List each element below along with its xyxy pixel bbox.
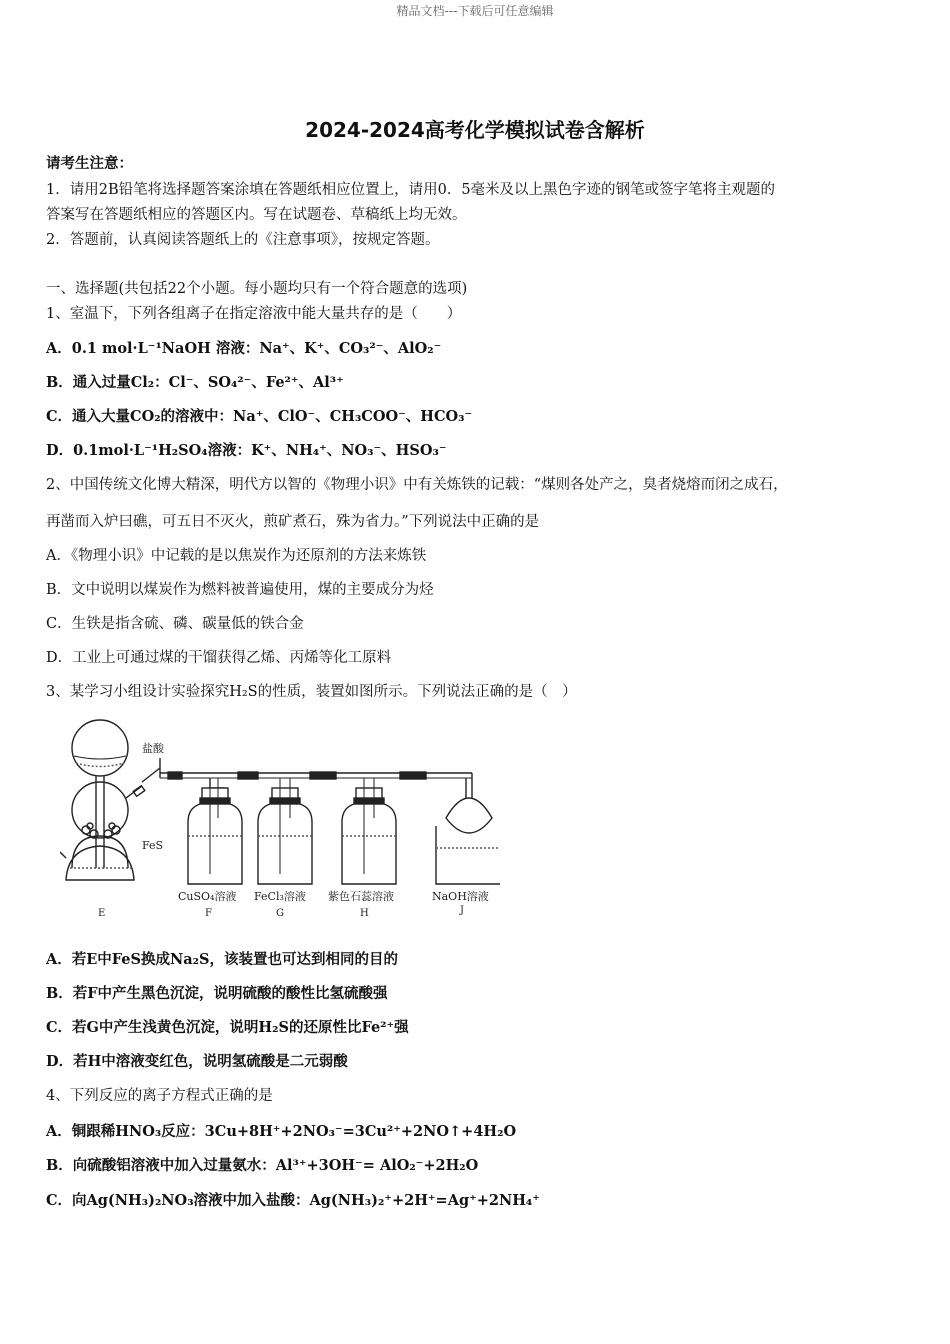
label-j-solution: NaOH溶液	[432, 890, 489, 903]
beaker-j	[436, 773, 500, 884]
label-f-solution: CuSO₄溶液	[178, 890, 237, 903]
q1-stem: 1、室温下，下列各组离子在指定溶液中能大量共存的是（ ）	[46, 306, 462, 322]
page-title: 2024-2024高考化学模拟试卷含解析	[305, 118, 645, 142]
label-e: E	[98, 908, 106, 919]
notice-heading: 请考生注意：	[46, 155, 133, 172]
q3-option-d: D．若H中溶液变红色，说明氢硫酸是二元弱酸	[46, 1053, 348, 1070]
q2-stem-line-2: 再凿而入炉曰礁，可五日不灭火，煎矿煮石，殊为省力。”下列说法中正确的是	[46, 514, 540, 530]
q4-option-c: C．向Ag(NH₃)₂NO₃溶液中加入盐酸：Ag(NH₃)₂⁺+2H⁺=Ag⁺+2NH₄⁺	[46, 1192, 540, 1209]
label-hcl: 盐酸	[142, 742, 164, 755]
q3-stem: 3、某学习小组设计实验探究H₂S的性质，装置如图所示。下列说法正确的是（ ）	[46, 684, 577, 700]
notice-line-3: 2．答题前，认真阅读答题纸上的《注意事项》，按规定答题。	[46, 232, 440, 248]
q2-option-b: B．文中说明以煤炭作为燃料被普遍使用，煤的主要成分为烃	[46, 582, 434, 598]
q2-option-d: D．工业上可通过煤的干馏获得乙烯、丙烯等化工原料	[46, 650, 392, 666]
notice-line-2: 答案写在答题纸相应的答题区内。写在试题卷、草稿纸上均无效。	[46, 207, 467, 223]
label-g-solution: FeCl₃溶液	[254, 890, 306, 903]
q3-option-c: C．若G中产生浅黄色沉淀，说明H₂S的还原性比Fe²⁺强	[46, 1019, 409, 1036]
q3-option-a: A．若E中FeS换成Na₂S，该装置也可达到相同的目的	[46, 951, 398, 968]
q1-option-a: A．0.1 mol·L⁻¹NaOH 溶液：Na⁺、K⁺、CO₃²⁻、AlO₂⁻	[46, 340, 442, 357]
label-h-solution: 紫色石蕊溶液	[328, 890, 394, 903]
q1-option-d: D．0.1mol·L⁻¹H₂SO₄溶液：K⁺、NH₄⁺、NO₃⁻、HSO₃⁻	[46, 442, 447, 459]
q4-option-a: A．铜跟稀HNO₃反应：3Cu+8H⁺+2NO₃⁻=3Cu²⁺+2NO↑+4H₂O	[46, 1123, 517, 1140]
bottle-g	[258, 778, 312, 884]
bottle-f	[188, 778, 242, 884]
q1-option-b: B．通入过量Cl₂：Cl⁻、SO₄²⁻、Fe²⁺、Al³⁺	[46, 374, 344, 391]
label-h: H	[360, 908, 369, 919]
apparatus-figure	[60, 718, 500, 923]
label-f: F	[205, 908, 212, 919]
q1-option-c: C．通入大量CO₂的溶液中：Na⁺、ClO⁻、CH₃COO⁻、HCO₃⁻	[46, 408, 473, 425]
bottle-h	[342, 778, 396, 884]
label-j: J	[460, 905, 465, 916]
q4-option-b: B．向硫酸铝溶液中加入过量氨水：Al³⁺+3OH⁻= AlO₂⁻+2H₂O	[46, 1157, 479, 1174]
q3-option-b: B．若F中产生黑色沉淀，说明硫酸的酸性比氢硫酸强	[46, 985, 388, 1002]
label-g: G	[276, 908, 284, 919]
q2-option-c: C．生铁是指含硫、磷、碳量低的铁合金	[46, 616, 304, 632]
q4-stem: 4、下列反应的离子方程式正确的是	[46, 1088, 273, 1104]
label-fes: FeS	[142, 839, 164, 852]
section-heading: 一、选择题(共包括22个小题。每小题均只有一个符合题意的选项)	[46, 281, 468, 297]
q2-option-a: A．《物理小识》中记载的是以焦炭作为还原剂的方法来炼铁	[46, 548, 427, 564]
notice-line-1: 1．请用2B铅笔将选择题答案涂填在答题纸相应位置上，请用0．5毫米及以上黑色字迹的钢笔或签字笔将主观题的	[46, 182, 776, 198]
q2-stem-line-1: 2、中国传统文化博大精深，明代方以智的《物理小识》中有关炼铁的记载：“煤则各处产之，臭者烧熔而闭之成石，	[46, 477, 788, 493]
page-header: 精品文档---下载后可任意编辑	[396, 4, 554, 18]
